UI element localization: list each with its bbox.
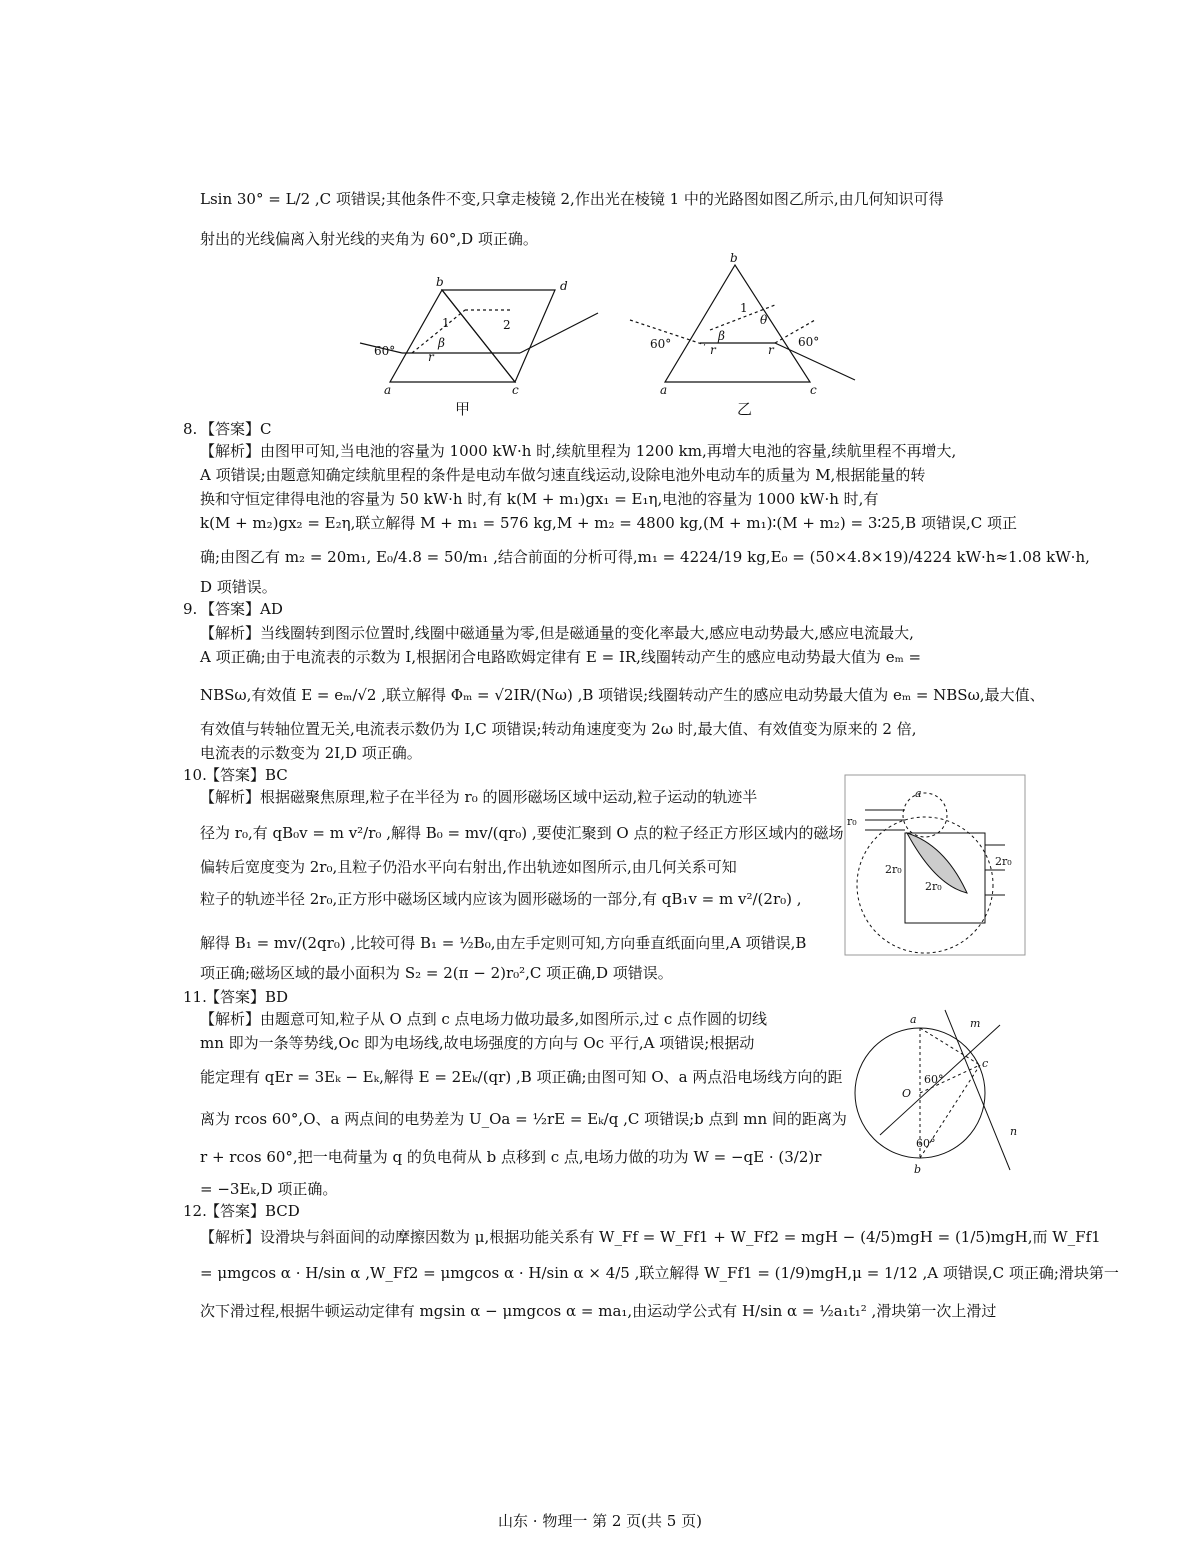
- q9-line-2: A 项正确;由于电流表的示数为 I,根据闭合电路欧姆定律有 E = IR,线圈转动产生的感应电动势最大值为 eₘ =: [200, 648, 922, 666]
- svg-text:60°: 60°: [650, 337, 672, 351]
- q10-line-1: 【解析】根据磁聚焦原理,粒子在半径为 r₀ 的圆形磁场区域中运动,粒子运动的轨迹半: [200, 788, 758, 806]
- svg-text:60°: 60°: [916, 1137, 936, 1150]
- q8-line-4: k(M + m₂)gx₂ = E₂η,联立解得 M + m₁ = 576 kg,M + m₂ = 4800 kg,(M + m₁)∶(M + m₂) = 3∶25,B 项错误,C 项正: [200, 514, 1017, 532]
- svg-text:r: r: [768, 343, 774, 357]
- svg-text:1: 1: [442, 316, 450, 330]
- svg-text:60°: 60°: [924, 1073, 944, 1086]
- svg-text:O: O: [902, 1087, 912, 1100]
- q9-line-5: 电流表的示数变为 2I,D 项正确。: [200, 744, 422, 762]
- svg-text:2: 2: [503, 318, 511, 332]
- svg-text:β: β: [438, 336, 445, 350]
- svg-text:r₀: r₀: [847, 815, 857, 828]
- q11-line-6: = −3Eₖ,D 项正确。: [200, 1180, 338, 1198]
- svg-text:n: n: [1010, 1125, 1018, 1138]
- svg-text:m: m: [970, 1017, 981, 1030]
- svg-text:2r₀: 2r₀: [995, 855, 1012, 868]
- magnetic-focus-figure: [845, 775, 1025, 955]
- svg-text:60°: 60°: [798, 335, 820, 349]
- intro-line-1: Lsin 30° = L/2 ,C 项错误;其他条件不变,只拿走棱镜 2,作出光在棱镜 1 中的光路图如图乙所示,由几何知识可得: [200, 190, 944, 208]
- svg-text:2r₀: 2r₀: [885, 863, 902, 876]
- q12-line-2: = μmgcos α · H/sin α ,W_Ff2 = μmgcos α · H/sin α × 4/5 ,联立解得 W_Ff1 = (1/9)mgH,μ = 1/12 ,A 项错误,C 项正确;滑块第一: [200, 1264, 1119, 1282]
- page-footer: 山东 · 物理一 第 2 页(共 5 页): [498, 1512, 702, 1530]
- q11-line-5: r + rcos 60°,把一电荷量为 q 的负电荷从 b 点移到 c 点,电场力做的功为 W = −qE · (3/2)r: [200, 1148, 822, 1166]
- q11-number: 11.: [183, 988, 207, 1006]
- q9-answer: 【答案】AD: [200, 600, 283, 618]
- q12-line-1: 【解析】设滑块与斜面间的动摩擦因数为 μ,根据功能关系有 W_Ff = W_Ff1 + W_Ff2 = mgH − (4/5)mgH = (1/5)mgH,而 W_Ff1: [200, 1228, 1101, 1246]
- q11-line-4: 离为 rcos 60°,O、a 两点间的电势差为 U_Oa = ½rE = Eₖ/q ,C 项错误;b 点到 mn 间的距离为: [200, 1110, 847, 1128]
- svg-text:60°: 60°: [374, 344, 396, 358]
- q12-answer: 【答案】BCD: [205, 1202, 300, 1220]
- q9-line-4: 有效值与转轴位置无关,电流表示数仍为 I,C 项错误;转动角速度变为 2ω 时,最大值、有效值变为原来的 2 倍,: [200, 720, 917, 738]
- svg-text:c: c: [810, 383, 817, 397]
- svg-text:a: a: [910, 1013, 917, 1026]
- svg-text:b: b: [730, 251, 738, 265]
- svg-text:θ: θ: [760, 313, 768, 327]
- q8-line-1: 【解析】由图甲可知,当电池的容量为 1000 kW·h 时,续航里程为 1200 km,再增大电池的容量,续航里程不再增大,: [200, 442, 957, 460]
- figure-caption-jia: 甲: [455, 400, 471, 418]
- q9-number: 9.: [183, 600, 198, 618]
- svg-text:a: a: [660, 383, 668, 397]
- q11-line-3: 能定理有 qEr = 3Eₖ − Eₖ,解得 E = 2Eₖ/(qr) ,B 项正确;由图可知 O、a 两点沿电场线方向的距: [200, 1068, 843, 1086]
- svg-text:2r₀: 2r₀: [925, 880, 942, 893]
- svg-text:a: a: [384, 383, 392, 397]
- q8-answer: 【答案】C: [200, 420, 272, 438]
- q10-line-4: 粒子的轨迹半径 2r₀,正方形中磁场区域内应该为圆形磁场的一部分,有 qB₁v = m v²/(2r₀) ,: [200, 890, 802, 908]
- q10-line-2: 径为 r₀,有 qB₀v = m v²/r₀ ,解得 B₀ = mv/(qr₀) ,要使汇聚到 O 点的粒子经正方形区域内的磁场: [200, 824, 844, 842]
- q10-line-3: 偏转后宽度变为 2r₀,且粒子仍沿水平向右射出,作出轨迹如图所示,由几何关系可知: [200, 858, 737, 876]
- q8-line-3: 换和守恒定律得电池的容量为 50 kW·h 时,有 k(M + m₁)gx₁ = E₁η,电池的容量为 1000 kW·h 时,有: [200, 490, 879, 508]
- intro-line-2: 射出的光线偏离入射光线的夹角为 60°,D 项正确。: [200, 230, 538, 248]
- svg-text:r: r: [710, 343, 716, 357]
- q12-number: 12.: [183, 1202, 207, 1220]
- svg-text:b: b: [436, 275, 444, 289]
- prism-figures: [350, 250, 870, 410]
- q11-line-1: 【解析】由题意可知,粒子从 O 点到 c 点电场力做功最多,如图所示,过 c 点作圆的切线: [200, 1010, 768, 1028]
- q11-answer: 【答案】BD: [205, 988, 289, 1006]
- svg-text:1: 1: [740, 301, 748, 315]
- electric-field-figure: [850, 1005, 1025, 1180]
- figure-caption-yi: 乙: [737, 400, 753, 418]
- q8-line-6: D 项错误。: [200, 578, 277, 596]
- svg-text:c: c: [982, 1057, 989, 1070]
- svg-text:c: c: [512, 383, 519, 397]
- q11-line-2: mn 即为一条等势线,Oc 即为电场线,故电场强度的方向与 Oc 平行,A 项错误;根据动: [200, 1034, 755, 1052]
- svg-text:d: d: [560, 279, 568, 293]
- q10-line-5: 解得 B₁ = mv/(2qr₀) ,比较可得 B₁ = ½B₀,由左手定则可知,方向垂直纸面向里,A 项错误,B: [200, 934, 807, 952]
- q10-line-6: 项正确;磁场区域的最小面积为 S₂ = 2(π − 2)r₀²,C 项正确,D 项错误。: [200, 964, 673, 982]
- q10-answer: 【答案】BC: [205, 766, 288, 784]
- q9-line-3: NBSω,有效值 E = eₘ/√2 ,联立解得 Φₘ = √2IR/(Nω) ,B 项错误;线圈转动产生的感应电动势最大值为 eₘ = NBSω,最大值、: [200, 686, 1045, 704]
- q10-number: 10.: [183, 766, 207, 784]
- q9-line-1: 【解析】当线圈转到图示位置时,线圈中磁通量为零,但是磁通量的变化率最大,感应电动势最大,感应电流最大,: [200, 624, 914, 642]
- svg-text:b: b: [914, 1163, 922, 1176]
- svg-text:a: a: [915, 787, 922, 800]
- svg-text:r: r: [428, 350, 434, 364]
- q8-line-5: 确;由图乙有 m₂ = 20m₁, E₀/4.8 = 50/m₁ ,结合前面的分析可得,m₁ = 4224/19 kg,E₀ = (50×4.8×19)/4224 kW·h≈1.08 kW·h,: [200, 548, 1090, 566]
- q8-number: 8.: [183, 420, 198, 438]
- q8-line-2: A 项错误;由题意知确定续航里程的条件是电动车做匀速直线运动,设除电池外电动车的质量为 M,根据能量的转: [200, 466, 926, 484]
- q12-line-3: 次下滑过程,根据牛顿运动定律有 mgsin α − μmgcos α = ma₁,由运动学公式有 H/sin α = ½a₁t₁² ,滑块第一次上滑过: [200, 1302, 997, 1320]
- svg-text:β: β: [718, 329, 725, 343]
